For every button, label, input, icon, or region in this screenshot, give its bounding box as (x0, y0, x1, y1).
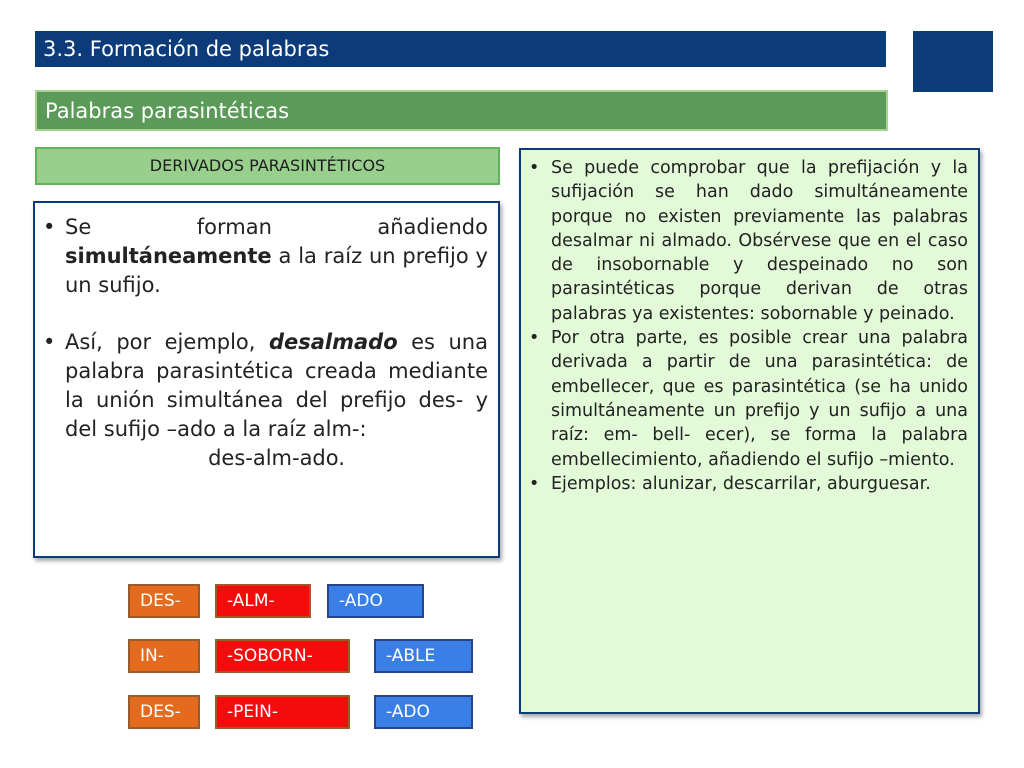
text-run: a la raíz un prefijo y un sufijo. (65, 244, 488, 297)
definition-box (33, 201, 500, 558)
bullet-text (65, 328, 488, 444)
bullet-dot: • (529, 158, 540, 178)
bullet-text: Por otra parte, es posible crear una palabra derivada a partir de una parasintética: de embellecer, que es parasintética (se ha unido simultáneamente un prefijo y un sufijo a una raíz: em- bell- ecer), se forma la palabra embellecimiento, añadiendo el sufijo –miento. (551, 328, 968, 470)
explanation-bullet (529, 472, 968, 496)
bullet-text: Ejemplos: alunizar, descarrilar, aburguesar. (551, 473, 931, 494)
text-run: Así, por ejemplo, (65, 330, 269, 354)
explanation-bullet (529, 156, 968, 326)
root-tag: -ALM- (215, 584, 311, 618)
root-tag: -SOBORN- (215, 639, 350, 673)
explanation-bullet (529, 326, 968, 472)
definition-bullet (43, 213, 488, 300)
prefix-tag: DES- (128, 695, 200, 729)
bullet-dot: • (529, 473, 540, 494)
prefix-tag: IN- (128, 639, 200, 673)
bullet-text: Se puede comprobar que la prefijación y la sufijación se han dado simultáneamente porque no existen previamente las palabras desalmar ni almado. Obsérvese que en el caso de insobornable y despeinado no son parasintéticas porque derivan de otras palabras ya existentes: sobornable y peinado. (551, 158, 968, 324)
suffix-tag: -ADO (374, 695, 473, 729)
explanation-box (519, 148, 980, 714)
text-run: es una palabra parasintética creada mediante la unión simultánea del prefijo des- y del sufijo –ado a la raíz alm-: (65, 330, 488, 441)
suffix-tag: -ADO (327, 584, 424, 618)
slide-subtitle: Palabras parasintéticas (35, 90, 888, 131)
example-word: desalmado (268, 330, 398, 354)
bullet-dot: • (43, 330, 56, 354)
section-heading: DERIVADOS PARASINTÉTICOS (35, 147, 500, 185)
suffix-tag: -ABLE (374, 639, 473, 673)
bold-term: simultáneamente (65, 244, 272, 268)
example-bullet (43, 328, 488, 444)
bullet-text (65, 213, 488, 300)
prefix-tag: DES- (128, 584, 200, 618)
bullet-dot: • (43, 215, 56, 239)
corner-decoration (913, 31, 993, 92)
example-segmentation: des-alm-ado. (208, 446, 345, 470)
slide-title: 3.3. Formación de palabras (35, 31, 886, 67)
root-tag: -PEIN- (215, 695, 350, 729)
text-run: Se forman añadiendo (65, 215, 488, 239)
bullet-dot: • (529, 328, 540, 349)
